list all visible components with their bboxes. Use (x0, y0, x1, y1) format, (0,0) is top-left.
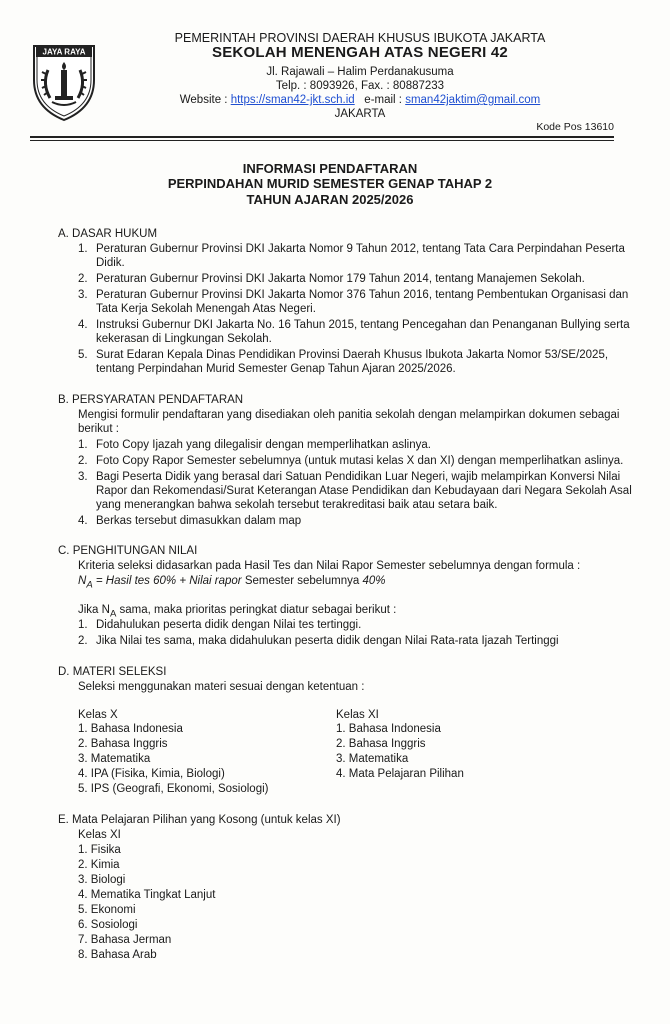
priority-jika: Jika N (78, 604, 110, 616)
priority-subscript: A (109, 608, 117, 620)
list-item: 4. IPA (Fisika, Kimia, Biologi) (78, 768, 225, 780)
section-e-kelas-label: Kelas XI (78, 829, 121, 841)
kelas-xi-label: Kelas XI (336, 709, 379, 721)
list-number: 1. (78, 439, 88, 451)
section-d-heading: D. MATERI SELEKSI (58, 666, 167, 678)
list-item: 1. Bahasa Indonesia (336, 723, 441, 735)
list-item-cont: kekerasan di Lingkungan Sekolah. (96, 333, 272, 345)
list-item: 3. Biologi (78, 874, 126, 886)
list-number: 2. (78, 635, 88, 647)
list-item: Foto Copy Ijazah yang dilegalisir dengan memperlihatkan aslinya. (96, 439, 431, 451)
list-item-cont: yang menerangkan bahwa sekolah tersebut terakreditasi baik atau setara baik. (96, 499, 498, 511)
list-item: 8. Bahasa Arab (78, 949, 157, 961)
list-item: 7. Bahasa Jerman (78, 934, 172, 946)
section-b-intro-cont: berikut : (78, 423, 119, 435)
list-number: 3. (78, 289, 88, 301)
letterhead-address: Jl. Rajawali – Halim Perdanakusuma (266, 66, 454, 78)
priority-rest: sama, maka prioritas peringkat diatur sebagai berikut : (116, 604, 397, 616)
list-item: 3. Matematika (78, 753, 151, 765)
list-item: Didahulukan peserta didik dengan Nilai tes tertinggi. (96, 619, 362, 631)
letterhead-rule-thin (30, 140, 614, 141)
list-number: 3. (78, 471, 88, 483)
list-item: Instruksi Gubernur DKI Jakarta No. 16 Tahun 2015, tentang Pencegahan dan Penanganan Bullying serta (96, 319, 630, 331)
list-item: 2. Bahasa Inggris (336, 738, 426, 750)
formula-semester: Semester sebelumnya (241, 575, 363, 587)
jakarta-emblem-logo (30, 40, 98, 122)
letterhead-rule-thick (30, 136, 614, 138)
list-item: 4. Mata Pelajaran Pilihan (336, 768, 464, 780)
list-item: 6. Sosiologi (78, 919, 138, 931)
list-number: 1. (78, 619, 88, 631)
website-label: Website : (179, 94, 228, 106)
formula-body: = Hasil tes 60% + Nilai rapor (92, 575, 242, 587)
list-item: 3. Matematika (336, 753, 409, 765)
section-c-heading: C. PENGHITUNGAN NILAI (58, 545, 198, 557)
list-number: 2. (78, 455, 88, 467)
list-item: Jika Nilai tes sama, maka didahulukan peserta didik dengan Nilai Rata-rata Ijazah Tertinggi (96, 635, 559, 647)
list-item: Bagi Peserta Didik yang berasal dari Satuan Pendidikan Luar Negeri, wajib melampirkan Konversi Nilai (96, 471, 621, 483)
list-item-cont: Didik. (96, 257, 125, 269)
list-item: Peraturan Gubernur Provinsi DKI Jakarta Nomor 179 Tahun 2014, tentang Manajemen Sekolah. (96, 273, 585, 285)
list-item: 2. Kimia (78, 859, 120, 871)
list-item: 5. IPS (Geografi, Ekonomi, Sosiologi) (78, 783, 269, 795)
postal-code: Kode Pos 13610 (536, 121, 614, 133)
list-item: Peraturan Gubernur Provinsi DKI Jakarta Nomor 9 Tahun 2012, tentang Tata Cara Perpindahan Peserta (96, 243, 625, 255)
list-number: 5. (78, 349, 88, 361)
section-d-intro: Seleksi menggunakan materi sesuai dengan ketentuan : (78, 681, 365, 693)
website-link[interactable]: https://sman42-jkt.sch.id (230, 94, 355, 106)
list-item: 2. Bahasa Inggris (78, 738, 168, 750)
list-item: Surat Edaran Kepala Dinas Pendidikan Provinsi Daerah Khusus Ibukota Jakarta Nomor 53/SE/2025, (96, 349, 609, 361)
email-link[interactable]: sman42jaktim@gmail.com (405, 94, 541, 106)
list-item-cont: tentang Perpindahan Murid Semester Genap Tahun Ajaran 2025/2026. (96, 363, 456, 375)
formula (78, 574, 385, 592)
list-item-cont: Tata Kerja Sekolah Menengah Atas Negeri. (96, 303, 316, 315)
section-b-intro: Mengisi formulir pendaftaran yang disediakan oleh panitia sekolah dengan melampirkan dokumen sebagai (78, 409, 620, 421)
section-a-heading: A. DASAR HUKUM (58, 228, 158, 240)
section-e-heading: E. Mata Pelajaran Pilihan yang Kosong (untuk kelas XI) (58, 814, 341, 826)
list-number: 2. (78, 273, 88, 285)
formula-subscript: A (86, 579, 93, 591)
formula-n: N (78, 575, 87, 587)
letterhead-government: PEMERINTAH PROVINSI DAERAH KHUSUS IBUKOTA JAKARTA (174, 31, 546, 45)
list-item-cont: Rapor dan Rekomendasi/Surat Keterangan Atase Pendidikan dan Kebudayaan dari Negara Sekolah Asal (96, 485, 632, 497)
letterhead-school-name: SEKOLAH MENENGAH ATAS NEGERI 42 (212, 44, 508, 61)
section-c-intro: Kriteria seleksi didasarkan pada Hasil Tes dan Nilai Rapor Semester sebelumnya dengan formula : (78, 560, 581, 572)
list-number: 4. (78, 319, 88, 331)
list-number: 4. (78, 515, 88, 527)
list-item: Foto Copy Rapor Semester sebelumnya (untuk mutasi kelas X dan XI) dengan memperlihatkan aslinya. (96, 455, 624, 467)
letterhead-city: JAKARTA (334, 108, 386, 120)
doc-title-line1: INFORMASI PENDAFTARAN (242, 161, 418, 176)
kelas-x-label: Kelas X (78, 709, 118, 721)
doc-title-line2: PERPINDAHAN MURID SEMESTER GENAP TAHAP 2 (167, 176, 493, 191)
doc-title-line3: TAHUN AJARAN 2025/2026 (246, 192, 414, 207)
letterhead-contacts (110, 93, 610, 107)
letterhead-phone: Telp. : 8093926, Fax. : 80887233 (275, 80, 445, 92)
formula-weight: 40% (362, 575, 386, 587)
list-item: Berkas tersebut dimasukkan dalam map (96, 515, 302, 527)
section-b-heading: B. PERSYARATAN PENDAFTARAN (58, 394, 244, 406)
list-item: 1. Fisika (78, 844, 121, 856)
list-item: 5. Ekonomi (78, 904, 136, 916)
list-item: Peraturan Gubernur Provinsi DKI Jakarta Nomor 376 Tahun 2016, tentang Pembentukan Organisasi dan (96, 289, 629, 301)
list-item: 4. Mematika Tingkat Lanjut (78, 889, 216, 901)
email-label: e-mail : (364, 94, 402, 106)
svg-text:JAYA RAYA: JAYA RAYA (42, 47, 86, 57)
list-item: 1. Bahasa Indonesia (78, 723, 183, 735)
list-number: 1. (78, 243, 88, 255)
